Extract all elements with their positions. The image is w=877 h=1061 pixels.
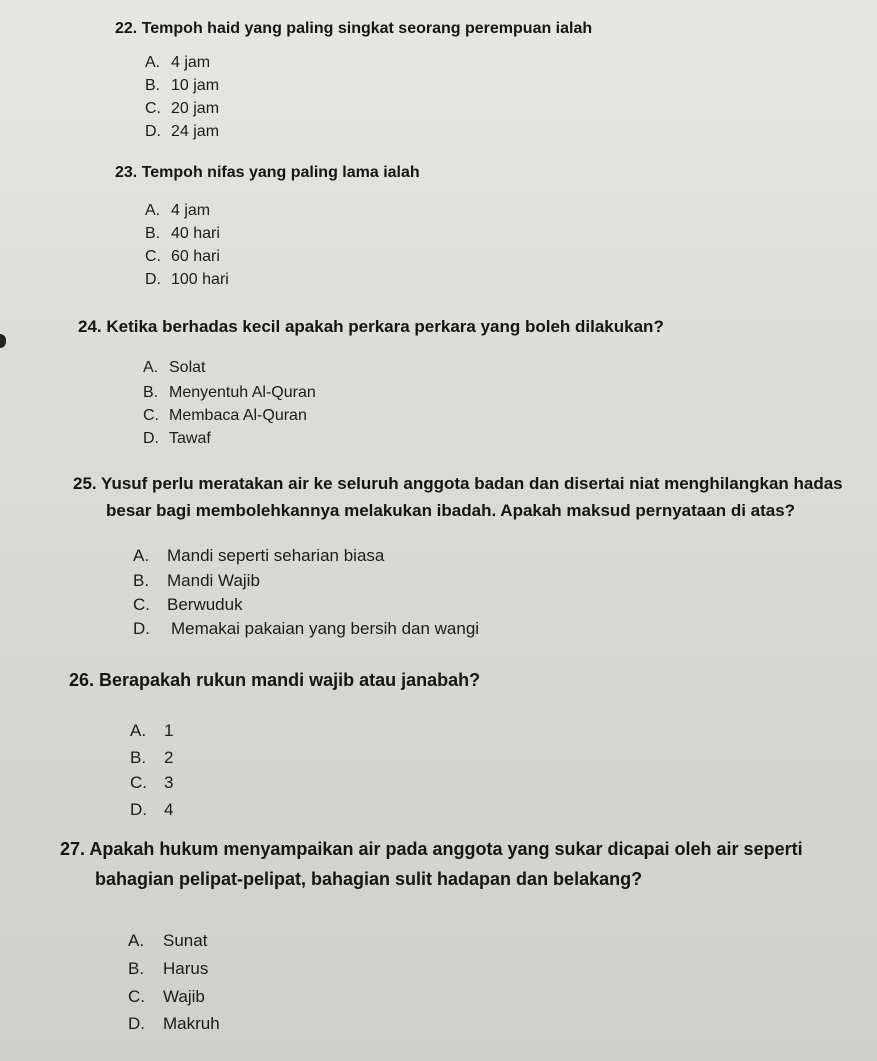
option-letter: D. [143, 430, 159, 447]
question-27-option-d[interactable] [128, 1013, 220, 1035]
option-letter: C. [128, 987, 145, 1006]
option-letter: A. [130, 721, 147, 740]
option-letter: A. [145, 202, 161, 219]
question-23-option-c[interactable] [145, 246, 220, 268]
option-text: Memakai pakaian yang bersih dan wangi [171, 619, 480, 638]
option-text: 4 jam [171, 202, 211, 219]
option-text: Mandi Wajib [167, 571, 260, 590]
question-24-option-b[interactable] [143, 382, 316, 404]
option-letter: D. [128, 1014, 145, 1033]
question-25-option-a[interactable] [133, 545, 384, 567]
option-letter: A. [133, 546, 150, 565]
option-text: Harus [163, 959, 209, 978]
option-text: Solat [169, 359, 206, 376]
option-text: 4 jam [171, 54, 211, 71]
option-text: 20 jam [171, 100, 220, 117]
option-letter: A. [145, 54, 161, 71]
option-letter: C. [130, 773, 147, 792]
question-27-text: 27. Apakah hukum menyampaikan air pada anggota yang sukar dicapai oleh air seperti bahagian pelipat-pelipat, bahagian sulit hadapan dan belakang? [60, 839, 803, 889]
question-22-option-b[interactable] [145, 75, 219, 97]
question-22-option-a[interactable] [145, 52, 210, 74]
option-text: 1 [164, 721, 174, 740]
option-text: Membaca Al-Quran [169, 407, 307, 424]
option-letter: D. [133, 619, 150, 638]
option-letter: C. [133, 595, 150, 614]
option-text: 2 [164, 748, 174, 767]
option-letter: D. [145, 123, 161, 140]
margin-mark [0, 334, 6, 348]
option-letter: D. [145, 271, 161, 288]
option-letter: C. [145, 100, 161, 117]
question-23-option-b[interactable] [145, 223, 220, 245]
option-text: Makruh [163, 1014, 220, 1033]
option-text: 60 hari [171, 248, 220, 265]
option-letter: B. [128, 959, 145, 978]
question-27-option-a[interactable] [128, 930, 207, 952]
question-23: 23. Tempoh nifas yang paling lama ialah [115, 164, 420, 181]
option-letter: B. [145, 77, 161, 94]
question-26: 26. Berapakah rukun mandi wajib atau janabah? [69, 670, 481, 690]
option-letter: B. [143, 384, 159, 401]
question-23-option-d[interactable] [145, 269, 229, 291]
question-23-option-a[interactable] [145, 200, 210, 222]
option-text: 100 hari [171, 271, 229, 288]
option-text: 4 [164, 800, 174, 819]
option-letter: B. [133, 571, 150, 590]
question-25-option-c[interactable] [133, 594, 243, 616]
question-26-option-a[interactable] [130, 720, 173, 742]
question-25 [73, 470, 843, 524]
option-letter: B. [130, 748, 147, 767]
question-22-option-d[interactable] [145, 121, 219, 143]
question-25-text: 25. Yusuf perlu meratakan air ke seluruh anggota badan dan disertai niat menghilangkan hadas besar bagi membolehkannya melakukan ibadah. Apakah maksud pernyataan di atas? [73, 474, 843, 520]
option-text: Menyentuh Al-Quran [169, 384, 316, 401]
option-text: 40 hari [171, 225, 220, 242]
question-24-option-d[interactable] [143, 428, 211, 450]
question-26-option-d[interactable] [130, 799, 173, 821]
question-27-option-b[interactable] [128, 958, 208, 980]
question-27 [60, 834, 850, 894]
option-text: Wajib [163, 987, 205, 1006]
option-text: 24 jam [171, 123, 220, 140]
option-letter: C. [145, 248, 161, 265]
option-letter: A. [143, 359, 159, 376]
question-22: 22. Tempoh haid yang paling singkat seorang perempuan ialah [115, 20, 593, 37]
option-letter: D. [130, 800, 147, 819]
option-text: Sunat [163, 931, 208, 950]
question-26-option-c[interactable] [130, 772, 173, 794]
option-text: Mandi seperti seharian biasa [167, 546, 385, 565]
option-text: 3 [164, 773, 174, 792]
option-letter: A. [128, 931, 145, 950]
question-24: 24. Ketika berhadas kecil apakah perkara perkara yang boleh dilakukan? [78, 317, 664, 336]
question-24-option-c[interactable] [143, 405, 307, 427]
option-text: Tawaf [169, 430, 211, 447]
question-25-option-d[interactable] [133, 618, 479, 640]
option-text: Berwuduk [167, 595, 243, 614]
question-25-option-b[interactable] [133, 570, 260, 592]
question-27-option-c[interactable] [128, 986, 205, 1008]
question-26-option-b[interactable] [130, 747, 173, 769]
option-letter: C. [143, 407, 159, 424]
option-letter: B. [145, 225, 161, 242]
question-22-option-c[interactable] [145, 98, 219, 120]
option-text: 10 jam [171, 77, 220, 94]
question-24-option-a[interactable] [143, 357, 205, 379]
